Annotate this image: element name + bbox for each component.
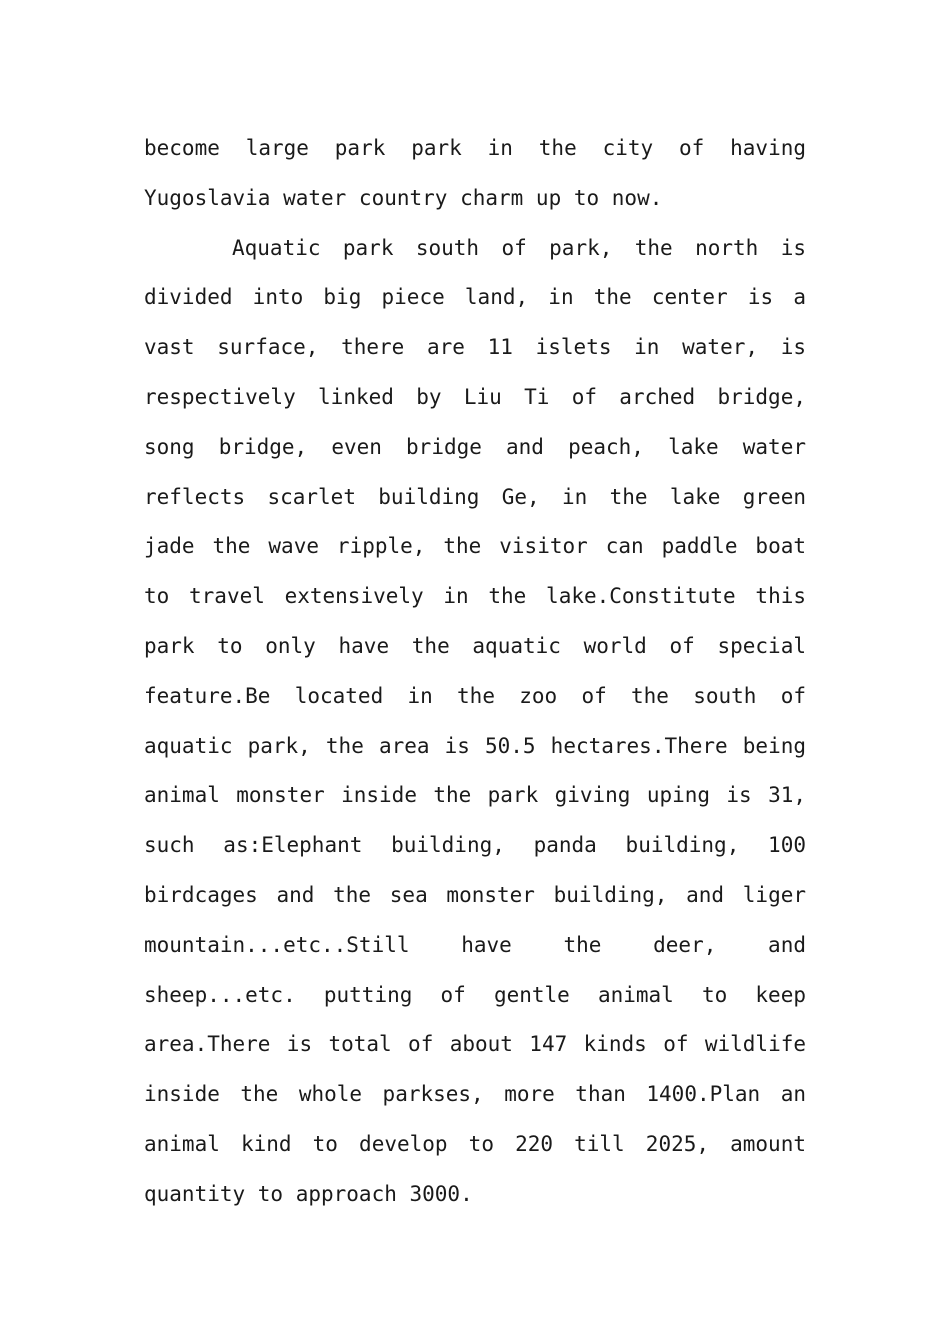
- text-line: animal monster inside the park giving uping is 31,: [144, 783, 806, 808]
- text-line: vast surface, there are 11 islets in water, is: [144, 335, 806, 360]
- text-line: birdcages and the sea monster building, and liger: [144, 882, 806, 907]
- paragraph-1: [144, 124, 806, 224]
- text-line: divided into big piece land, in the center is a: [144, 285, 806, 310]
- text-line: respectively linked by Liu Ti of arched bridge,: [144, 384, 806, 409]
- text-line: Yugoslavia water country charm up to now.: [144, 185, 663, 210]
- text-line: Aquatic park south of park, the north is: [232, 235, 806, 260]
- text-line: sheep...etc. putting of gentle animal to keep: [144, 982, 806, 1007]
- body-text: [144, 124, 806, 1220]
- text-line: animal kind to develop to 220 till 2025, amount: [144, 1131, 806, 1156]
- text-line: inside the whole parkses, more than 1400.Plan an: [144, 1082, 806, 1107]
- text-line: mountain...etc..Still have the deer, and: [144, 932, 806, 957]
- text-line: reflects scarlet building Ge, in the lake green: [144, 484, 806, 509]
- text-line: park to only have the aquatic world of special: [144, 633, 806, 658]
- text-line: quantity to approach 3000.: [144, 1181, 473, 1206]
- text-line: area.There is total of about 147 kinds of wildlife: [144, 1032, 806, 1057]
- text-line: feature.Be located in the zoo of the south of: [144, 683, 806, 708]
- paragraph-2: [144, 224, 806, 1220]
- text-line: jade the wave ripple, the visitor can paddle boat: [144, 534, 806, 559]
- text-line: to travel extensively in the lake.Constitute this: [144, 584, 806, 609]
- text-line: song bridge, even bridge and peach, lake water: [144, 434, 806, 459]
- text-line: become large park park in the city of having: [144, 136, 806, 160]
- text-line: aquatic park, the area is 50.5 hectares.There being: [144, 733, 806, 758]
- text-line: such as:Elephant building, panda building, 100: [144, 833, 806, 858]
